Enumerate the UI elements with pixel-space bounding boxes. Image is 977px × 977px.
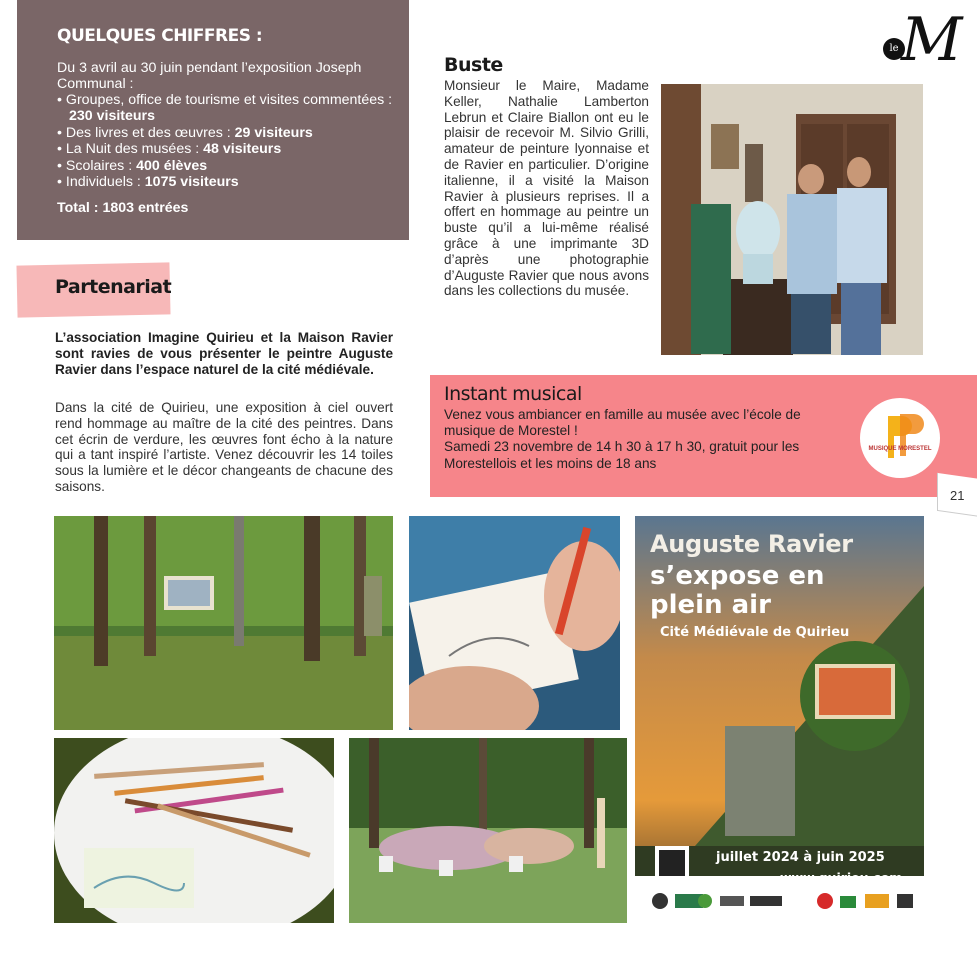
poster-dates: juillet 2024 à juin 2025: [716, 850, 885, 865]
drawing-hands-photo: [409, 516, 620, 730]
buste-text: Monsieur le Maire, Madame Keller, Nathalie Lamberton Lebrun et Claire Biallon ont eu le plaisir de recevoir M. Silvio Grilli, amateur de peinture lyonnaise et de Ravier en particulier. D’origine italienne, il a visité la Maison Ravier à plusieurs reprises. Il a offert en hommage au peintre un buste qu’il a lui-même réalisé grâce à une imprimante 3D d’après une photographie d’Auguste Ravier que nous avons dans les collections du musée.: [444, 78, 649, 299]
music-school-logo: [860, 398, 940, 478]
figures-item: • Individuels : 1075 visiteurs: [57, 174, 395, 190]
musical-line1: Venez vous ambiancer en famille au musée avec l’école de musique de Morestel !: [444, 407, 801, 439]
figures-item: • Des livres et des œuvres : 29 visiteurs: [57, 125, 395, 141]
forest-exhibition-photo: [54, 516, 393, 730]
figures-box: [17, 0, 409, 240]
musical-line2: Samedi 23 novembre de 14 h 30 à 17 h 30, gratuit pour les Morestellois et les moins de 18 ans: [444, 439, 800, 471]
logo-m: M: [901, 5, 963, 75]
poster-title-name: Auguste Ravier: [650, 530, 853, 558]
poster-url: www.quirieu.com: [780, 870, 903, 885]
partenariat-lead: L’association Imagine Quirieu et la Maison Ravier sont ravies de vous présenter le peintre Auguste Ravier dans l’espace naturel de la cité médiévale.: [55, 330, 393, 377]
figures-list: [57, 92, 395, 190]
poster-subtitle: Cité Médiévale de Quirieu: [660, 625, 850, 640]
outdoor-workshop-photo: [349, 738, 627, 923]
page-number: 21: [950, 488, 965, 503]
poster-title-headline: s’expose en plein air: [650, 561, 825, 620]
figures-item: • Scolaires : 400 élèves: [57, 158, 395, 174]
buste-title: Buste: [444, 54, 503, 76]
figures-title: QUELQUES CHIFFRES :: [57, 26, 263, 46]
figures-total: Total : 1803 entrées: [57, 200, 189, 217]
music-logo-text: MUSIQUE MORESTEL: [868, 446, 932, 452]
partenariat-body: Dans la cité de Quirieu, une exposition à ciel ouvert rend hommage au maître de la cité des peintres. Dans cet écrin de verdure, les œuvres font écho à la nature qui a tant inspiré l’artiste. Venez découvrir les 14 toiles sous la lumière et le décor changeants de chacune des saisons.: [55, 400, 393, 494]
partenariat-title: Partenariat: [55, 276, 172, 298]
magazine-logo: [883, 5, 963, 76]
figures-item: • Groupes, office de tourisme et visites commentées : 230 visiteurs: [57, 92, 395, 125]
figures-intro: Du 3 avril au 30 juin pendant l’exposition Joseph Communal :: [57, 60, 362, 92]
colored-pencils-photo: [54, 738, 334, 923]
logo-le: le: [883, 38, 905, 60]
figures-item: • La Nuit des musées : 48 visiteurs: [57, 141, 395, 157]
musical-title: Instant musical: [444, 383, 582, 405]
bust-photo: [661, 84, 923, 355]
